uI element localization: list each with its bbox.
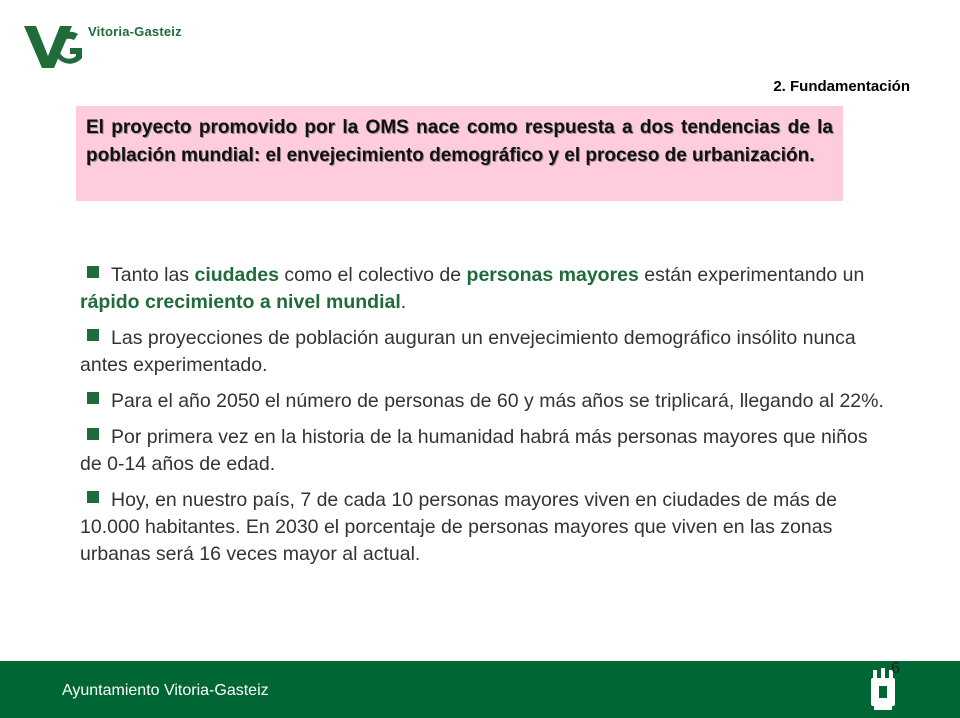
bullet-text: Tanto las [111, 264, 195, 286]
vg-logo-icon [22, 14, 92, 70]
square-bullet-icon [87, 428, 99, 440]
bullet-item [80, 424, 885, 478]
vitoria-gasteiz-logo [22, 14, 182, 70]
bullet-text: como el colectivo de [279, 264, 467, 286]
footer-bar [0, 661, 960, 718]
bullet-item [80, 325, 885, 379]
bullet-text: están experimentando un [638, 264, 865, 286]
bullet-highlight: ciudades [194, 264, 280, 286]
square-bullet-icon [87, 329, 99, 341]
bullet-highlight: personas mayores [466, 264, 639, 286]
square-bullet-icon [87, 392, 99, 404]
callout-text: El proyecto promovido por la OMS nace como respuesta a dos tendencias de la población mundial: el envejecimiento demográfico y el proceso de urbanización. [86, 117, 833, 166]
bullet-text: . [400, 291, 407, 313]
bullet-text: Las proyecciones de población auguran un envejecimiento demográfico insólito nunca antes experimentado. [80, 327, 856, 376]
bullet-text: Hoy, en nuestro país, 7 de cada 10 personas mayores viven en ciudades de más de 10.000 habitantes. En 2030 el porcentaje de personas mayores que viven en las zonas urbanas será 16 veces mayor al actual. [80, 489, 837, 565]
section-heading: 2. Fundamentación [773, 78, 910, 95]
bullet-list [80, 262, 885, 577]
bullet-text: Por primera vez en la historia de la humanidad habrá más personas mayores que niños de 0-14 años de edad. [80, 426, 868, 475]
logo-text: Vitoria-Gasteiz [88, 24, 182, 39]
bullet-item [80, 388, 885, 415]
bullet-highlight: rápido crecimiento a nivel mundial [80, 291, 401, 313]
bullet-text: Para el año 2050 el número de personas de 60 y más años se triplicará, llegando al 22%. [111, 390, 884, 412]
square-bullet-icon [87, 266, 99, 278]
square-bullet-icon [87, 491, 99, 503]
bullet-item [80, 487, 885, 568]
bullet-item [80, 262, 885, 316]
footer-org-name: Ayuntamiento Vitoria-Gasteiz [62, 682, 269, 699]
page-number: 6 [891, 660, 900, 677]
intro-callout [76, 106, 843, 201]
